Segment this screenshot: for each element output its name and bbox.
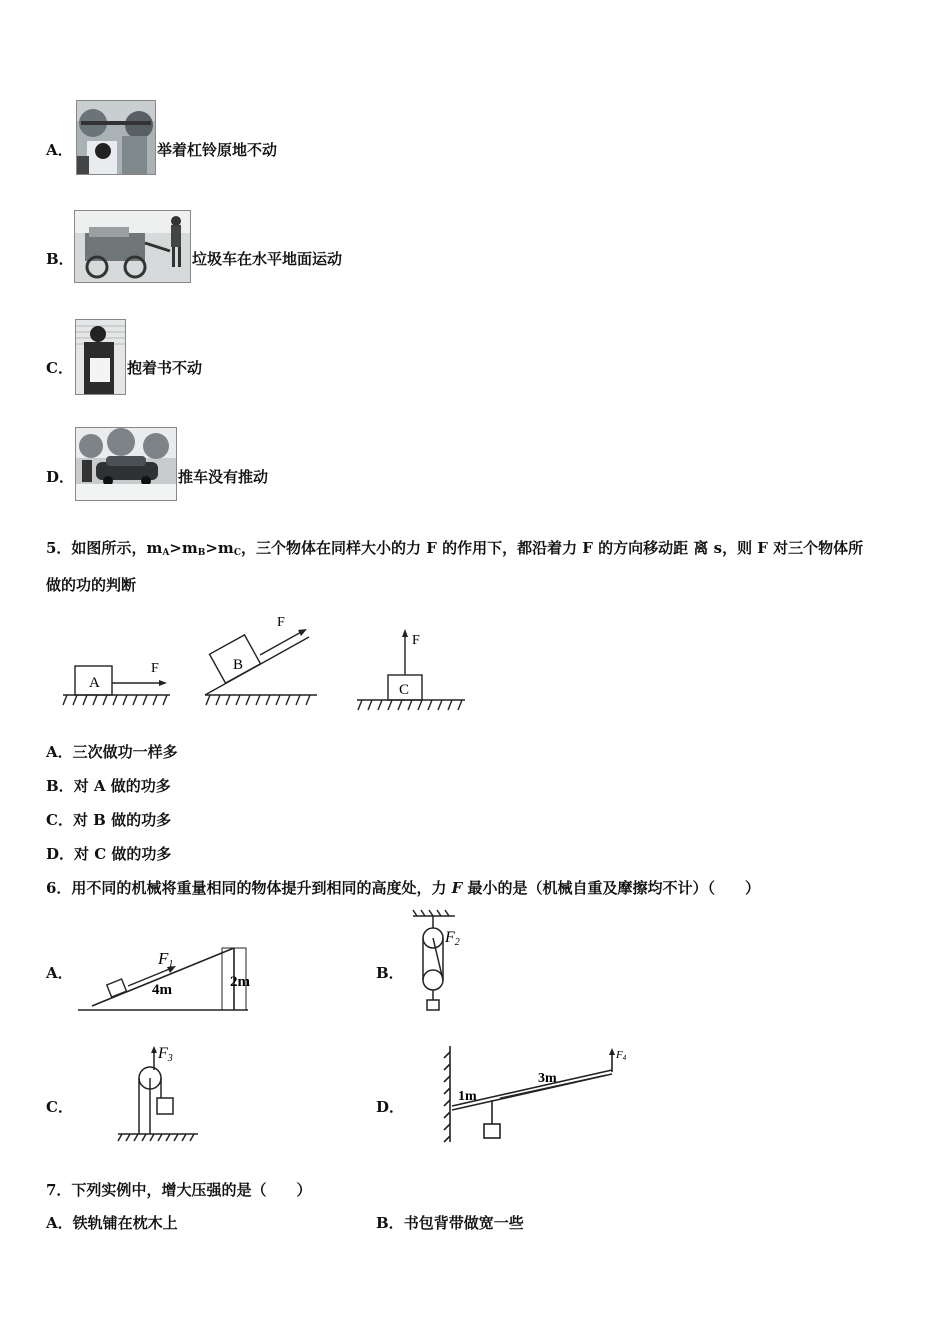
incline-length-label: 4m: [152, 982, 172, 998]
force-label-a: F: [151, 661, 159, 676]
q7-option-b: [376, 1213, 524, 1233]
holding-books-photo: [75, 319, 126, 395]
ground-c: [357, 700, 465, 710]
block-b-label: B: [233, 657, 244, 673]
q5-sub-a: A: [162, 548, 170, 558]
q7-option-a: [46, 1213, 178, 1233]
option-letter: D．: [46, 845, 75, 863]
option-letter: B．: [376, 1214, 404, 1232]
option-text: 抱着书不动: [127, 359, 203, 377]
pushing-car-photo: [75, 427, 177, 501]
q5-stem-prefix: 5．如图所示，m: [46, 539, 163, 557]
q6-option-d-letter: D．: [376, 1098, 405, 1116]
force-arrow-b: [260, 631, 303, 655]
option-letter: A．: [46, 1214, 73, 1232]
garbage-cart-photo: [74, 210, 191, 283]
q5-option-a: [46, 742, 178, 762]
ground-a: [63, 695, 170, 705]
option-letter: A．: [46, 743, 73, 761]
force-arrow-f4-head: [609, 1048, 615, 1055]
incline-height-label: 2m: [230, 974, 250, 990]
barbell-photo-image: [77, 101, 155, 174]
q5-sub-c: C: [233, 548, 241, 558]
q5-stem-rest: ，三个物体在同样大小的力 F 的作用下，都沿着力 F 的方向移动距 离 s，则 F 对三个物体所: [240, 539, 864, 557]
pushing-car-photo-image: [76, 428, 176, 500]
force-label-b: F: [277, 615, 285, 630]
force-arrow-b-head: [298, 629, 307, 636]
q6-option-d-figure: [440, 1042, 640, 1146]
option-text: 三次做功一样多: [72, 743, 178, 761]
q7-stem: 7．下列实例中，增大压强的是（ ）: [46, 1181, 312, 1199]
block-c-label: C: [399, 682, 410, 698]
option-text: 垃圾车在水平地面运动: [192, 250, 343, 268]
q6-option-c-letter: C．: [46, 1098, 73, 1116]
option-text: 对 B 做的功多: [72, 811, 172, 829]
short-arm-label: 1m: [458, 1089, 477, 1104]
option-text: 铁轨铺在枕木上: [72, 1214, 178, 1232]
q6-stem: [46, 878, 760, 898]
q6-option-a-figure: [72, 940, 262, 1018]
force-label-f2: F2: [445, 929, 460, 948]
q5-gt-1: >m: [169, 539, 198, 557]
q5-option-c: [46, 810, 171, 830]
option-text: 书包背带做宽一些: [403, 1214, 524, 1232]
barbell-photo: [76, 100, 156, 175]
option-text: 对 C 做的功多: [74, 845, 172, 863]
q5-option-b: [46, 776, 171, 796]
q5-sub-b: B: [197, 548, 206, 558]
force-arrow-a-head: [159, 680, 167, 686]
force-arrow-c-head: [402, 629, 408, 637]
force-arrow-f3-head: [151, 1046, 157, 1053]
option-letter: B．: [46, 777, 74, 795]
option-text: 举着杠铃原地不动: [157, 141, 278, 159]
option-text: 推车没有推动: [178, 468, 269, 486]
option-text: 对 A 做的功多: [73, 777, 171, 795]
q5-stem-line2: 做的功的判断: [46, 576, 137, 594]
q6-stem-force: F: [451, 879, 463, 897]
q6-stem-part1: 6．用不同的机械将重量相同的物体提升到相同的高度处，力: [46, 879, 452, 897]
block-a-label: A: [89, 675, 100, 691]
force-label-f3: F3: [158, 1045, 173, 1064]
option-letter: A．: [46, 141, 73, 159]
q5-figure: [55, 608, 475, 716]
q5-option-d: [46, 844, 171, 864]
option-letter: C．: [46, 359, 73, 377]
long-arm-label: 3m: [538, 1071, 557, 1086]
q6-option-c-figure: [112, 1040, 204, 1144]
option-letter: D．: [46, 468, 75, 486]
q6-option-b-figure: [405, 908, 475, 1014]
q6-option-a-letter: A．: [46, 964, 73, 982]
incline-block: [107, 979, 127, 997]
option-letter: B．: [46, 250, 74, 268]
option-letter: C．: [46, 811, 73, 829]
q5-gt-2: >m: [205, 539, 234, 557]
q6-option-b-letter: B．: [376, 964, 404, 982]
holding-books-photo-image: [76, 320, 125, 394]
q5-stem-line1: [46, 538, 863, 563]
q6-stem-part2: 最小的是（机械自重及摩擦均不计）（ ）: [462, 879, 761, 897]
force-label-f4: F4: [616, 1049, 627, 1062]
force-label-c: F: [412, 633, 420, 648]
garbage-cart-photo-image: [75, 211, 190, 282]
force-label-f1: F1: [158, 949, 174, 970]
